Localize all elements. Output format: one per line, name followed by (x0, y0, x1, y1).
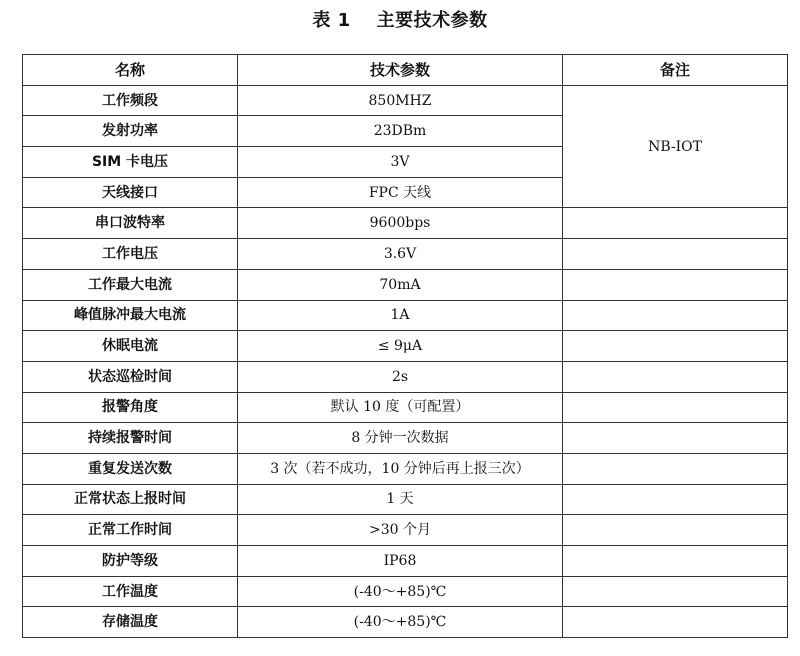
param-value: ≤ 9μA (238, 331, 563, 362)
param-name: 持续报警时间 (23, 423, 238, 454)
table-row (23, 546, 788, 577)
param-value: 3 次（若不成功，10 分钟后再上报三次） (238, 453, 563, 484)
table-row (23, 331, 788, 362)
table-row (23, 269, 788, 300)
note-cell-empty (563, 576, 788, 607)
note-cell: NB-IOT (563, 85, 788, 208)
param-name: 状态巡检时间 (23, 361, 238, 392)
param-name: 工作电压 (23, 239, 238, 270)
table-row (23, 423, 788, 454)
param-value: 23DBm (238, 116, 563, 147)
param-value: (-40～+85)℃ (238, 607, 563, 638)
table-row (23, 361, 788, 392)
param-value: 850MHZ (238, 85, 563, 116)
param-name: 休眠电流 (23, 331, 238, 362)
note-cell-empty (563, 208, 788, 239)
param-name: 正常状态上报时间 (23, 484, 238, 515)
param-name: 存储温度 (23, 607, 238, 638)
param-name: 天线接口 (23, 177, 238, 208)
param-value: 9600bps (238, 208, 563, 239)
param-name: 串口波特率 (23, 208, 238, 239)
header-value: 技术参数 (238, 55, 563, 86)
param-value: 70mA (238, 269, 563, 300)
param-value: 1A (238, 300, 563, 331)
note-cell-empty (563, 269, 788, 300)
param-name: 防护等级 (23, 546, 238, 577)
table-row (23, 300, 788, 331)
param-value: 3.6V (238, 239, 563, 270)
table-row (23, 208, 788, 239)
table-row (23, 576, 788, 607)
table-row (23, 484, 788, 515)
param-name: 重复发送次数 (23, 453, 238, 484)
table-row (23, 453, 788, 484)
table-row (23, 607, 788, 638)
note-cell-empty (563, 546, 788, 577)
note-cell-empty (563, 484, 788, 515)
note-cell-empty (563, 453, 788, 484)
param-value: 1 天 (238, 484, 563, 515)
note-cell-empty (563, 515, 788, 546)
param-value: (-40～+85)℃ (238, 576, 563, 607)
param-value: 8 分钟一次数据 (238, 423, 563, 454)
param-name: 正常工作时间 (23, 515, 238, 546)
param-name: 发射功率 (23, 116, 238, 147)
note-cell-empty (563, 607, 788, 638)
note-cell-empty (563, 239, 788, 270)
table-row (23, 515, 788, 546)
table-row (23, 85, 788, 116)
table-row (23, 239, 788, 270)
header-name: 名称 (23, 55, 238, 86)
param-value: FPC 天线 (238, 177, 563, 208)
note-cell-empty (563, 361, 788, 392)
param-value: 3V (238, 147, 563, 178)
param-name: 工作频段 (23, 85, 238, 116)
param-name: 工作最大电流 (23, 269, 238, 300)
param-name: 峰值脉冲最大电流 (23, 300, 238, 331)
note-cell-empty (563, 423, 788, 454)
note-cell-empty (563, 300, 788, 331)
param-name: SIM 卡电压 (23, 147, 238, 178)
param-name: 工作温度 (23, 576, 238, 607)
table-row (23, 392, 788, 423)
param-value: IP68 (238, 546, 563, 577)
note-cell-empty (563, 331, 788, 362)
spec-table (22, 54, 788, 638)
table-caption (0, 6, 800, 36)
param-name: 报警角度 (23, 392, 238, 423)
param-value: 默认 10 度（可配置） (238, 392, 563, 423)
table-title: 主要技术参数 (376, 10, 488, 31)
param-value: >30 个月 (238, 515, 563, 546)
table-number: 表 1 (312, 10, 351, 31)
table-header-row (23, 55, 788, 86)
param-value: 2s (238, 361, 563, 392)
note-cell-empty (563, 392, 788, 423)
header-note: 备注 (563, 55, 788, 86)
